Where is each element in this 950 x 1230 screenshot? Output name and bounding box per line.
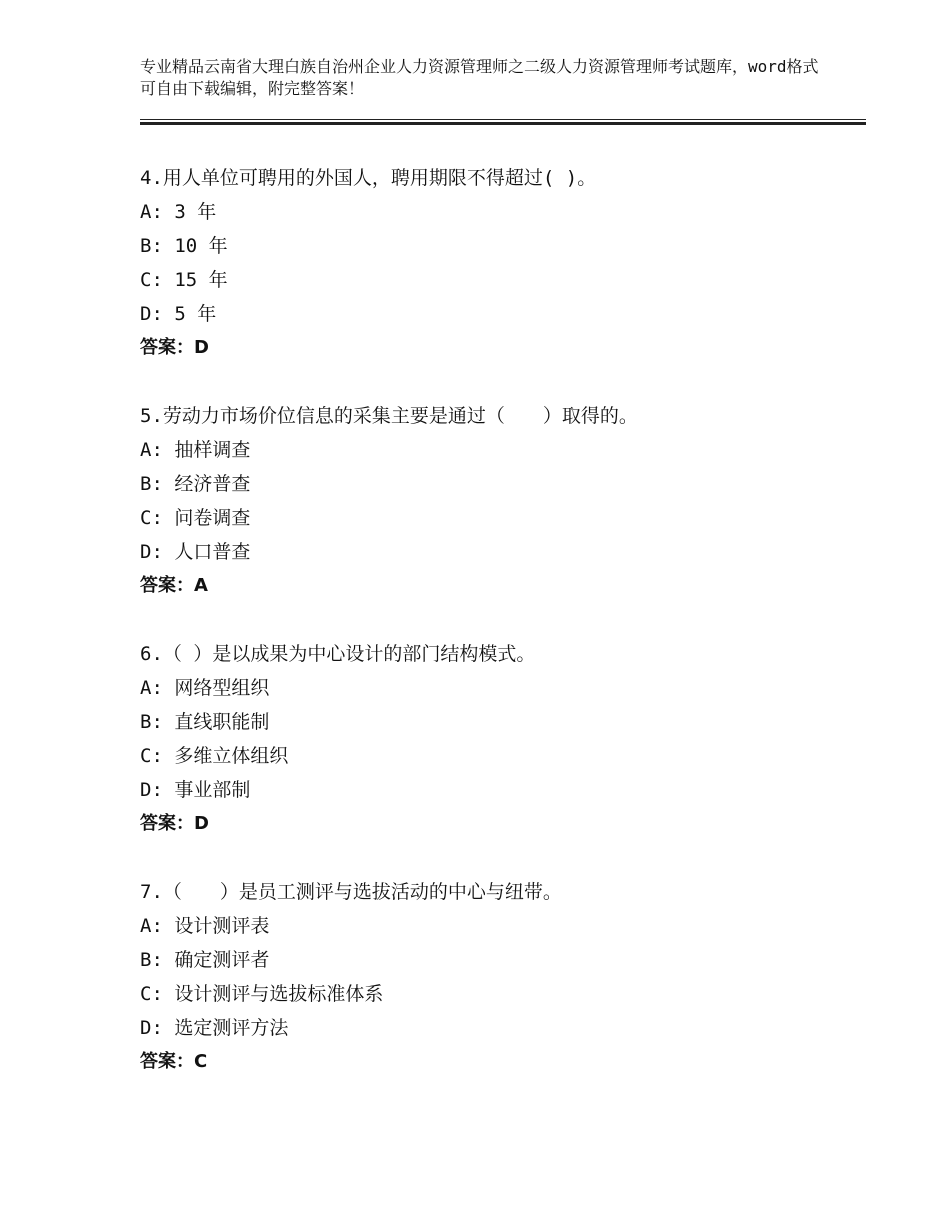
answer-label: 答案：D [140,813,209,834]
option-a: A: 设计测评表 [140,915,270,937]
option-a: A: 网络型组织 [140,677,270,699]
header-divider-thick [140,122,866,125]
question-stem: 4.用人单位可聘用的外国人，聘用期限不得超过( )。 [140,167,597,189]
option-b: B: 直线职能制 [140,711,270,733]
option-d: D: 选定测评方法 [140,1017,289,1039]
option-c: C: 问卷调查 [140,507,251,529]
option-b: B: 10 年 [140,235,228,257]
answer-label: 答案：D [140,337,209,358]
option-a: A: 3 年 [140,201,217,223]
option-c: C: 多维立体组织 [140,745,289,767]
option-d: D: 人口普查 [140,541,251,563]
option-c: C: 设计测评与选拔标准体系 [140,983,384,1005]
option-a: A: 抽样调查 [140,439,251,461]
answer-label: 答案：C [140,1051,208,1072]
question-6 [140,637,866,841]
answer-label: 答案：A [140,575,208,596]
header-divider-thin [140,119,866,120]
option-c: C: 15 年 [140,269,228,291]
option-d: D: 事业部制 [140,779,251,801]
option-b: B: 经济普查 [140,473,251,495]
option-b: B: 确定测评者 [140,949,270,971]
question-stem: 6.（ ）是以成果为中心设计的部门结构模式。 [140,643,536,665]
question-5 [140,399,866,603]
question-stem: 7.（ ）是员工测评与选拔活动的中心与纽带。 [140,881,562,903]
document-title: 专业精品云南省大理白族自治州企业人力资源管理师之二级人力资源管理师考试题库，word格式可自由下载编辑，附完整答案！ [140,57,819,98]
question-4 [140,161,866,365]
question-stem: 5.劳动力市场价位信息的采集主要是通过（ ）取得的。 [140,405,638,427]
question-list [140,161,866,1113]
question-7 [140,875,866,1079]
option-d: D: 5 年 [140,303,217,325]
